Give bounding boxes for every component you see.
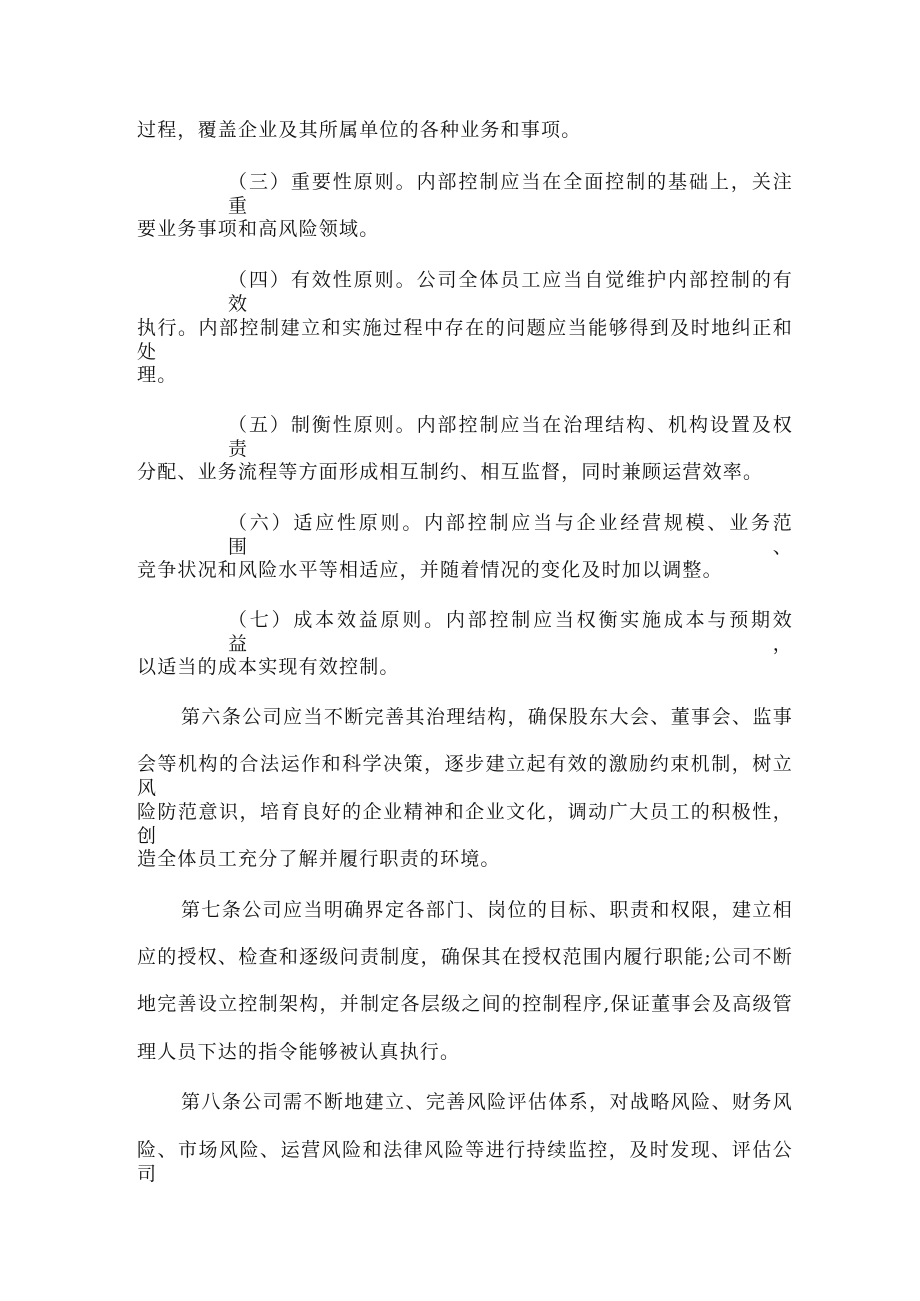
text-line: 会等机构的合法运作和科学决策，逐步建立起有效的激励约束机制，树立风 [137,753,793,799]
text-line: 以适当的成本实现有效控制。 [137,656,400,678]
text-line: 险防范意识，培育良好的企业精神和企业文化，调动广大员工的积极性，创 [137,801,793,847]
text-line: 第七条公司应当明确界定各部门、岗位的目标、职责和权限，建立相 [181,899,793,921]
text-line: 理。 [137,364,178,386]
text-line: 执行。内部控制建立和实施过程中存在的问题应当能够得到及时地纠正和处 [137,317,793,363]
text-line: 过程，覆盖企业及其所属单位的各种业务和事项。 [137,119,582,141]
text-line: 第六条公司应当不断完善其治理结构，确保股东大会、董事会、监事 [181,706,793,728]
text-line: （七）成本效益原则。内部控制应当权衡实施成本与预期效益， [228,609,793,655]
text-line: 险、市场风险、运营风险和法律风险等进行持续监控，及时发现、评估公司 [137,1139,793,1185]
text-line: 分配、业务流程等方面形成相互制约、相互监督，同时兼顾运营效率。 [137,461,764,483]
text-line: （六）适应性原则。内部控制应当与企业经营规模、业务范围、 [228,512,793,558]
text-line: （四）有效性原则。公司全体员工应当自觉维护内部控制的有效 [228,269,793,315]
text-line: （五）制衡性原则。内部控制应当在治理结构、机构设置及权责 [228,414,793,460]
text-line: 要业务事项和高风险领域。 [137,218,380,240]
text-line: （三）重要性原则。内部控制应当在全面控制的基础上，关注重 [228,171,793,217]
text-line: 第八条公司需不断地建立、完善风险评估体系，对战略风险、财务风 [181,1091,793,1113]
text-line: 地完善设立控制架构，并制定各层级之间的控制程序,保证董事会及高级管 [137,993,793,1015]
text-line: 竞争状况和风险水平等相适应，并随着情况的变化及时加以调整。 [137,559,723,581]
text-line: 应的授权、检查和逐级问责制度，确保其在授权范围内履行职能;公司不断 [137,946,793,968]
text-line: 造全体员工充分了解并履行职责的环境。 [137,848,501,870]
text-line: 理人员下达的指令能够被认真执行。 [137,1041,461,1063]
